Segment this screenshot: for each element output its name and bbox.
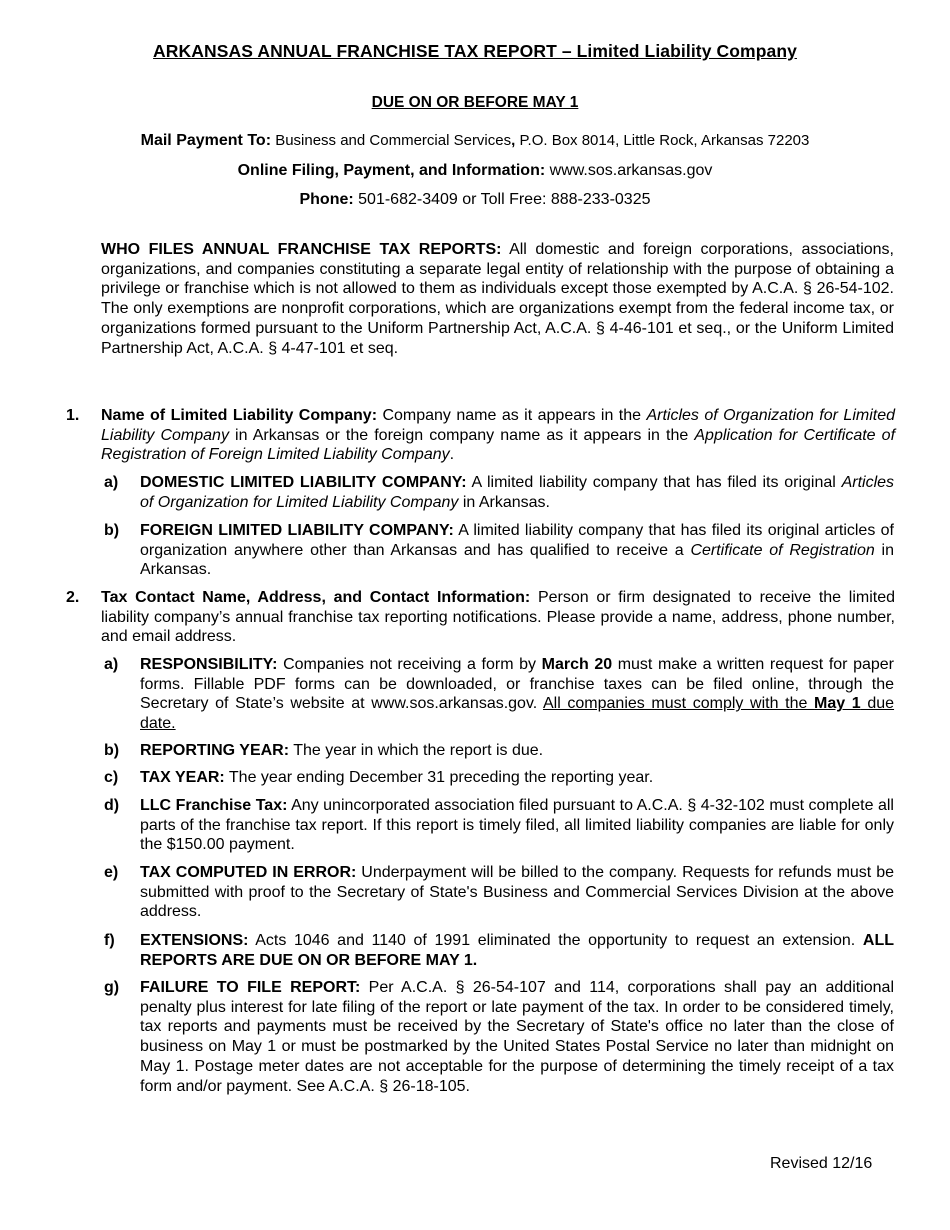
phone-line [0,191,950,209]
item-1a-text-part: in Arkansas. [458,493,550,511]
item-2-text [101,588,895,647]
item-1-text-part: in Arkansas or the foreign company name as it appears in the [228,426,695,444]
item-1b-italic-part: Certificate of Registration [690,541,875,559]
item-1-italic-part: Application for Certificate of Registration of Foreign Limited Liability Company [101,426,896,464]
item-1a-letter: a) [104,474,119,491]
online-filing-label: Online Filing, Payment, and Information: [237,162,546,179]
item-2b-letter: b) [104,742,120,759]
item-2d-label: LLC Franchise Tax: [140,797,288,814]
who-files-text: All domestic and foreign corporations, associations, organizations, and companies constituting a separate legal entity of relationship with the purpose of obtaining a privilege or franchise which is not allowed to them as individuals except those exempted by A.C.A. § 26-54-102. The only exemptions are nonprofit corporations, which are organizations exempt from the federal income tax, or organizations formed pursuant to the Uniform Partnership Act, A.C.A. § 4-46-101 et seq., or the Uniform Limited Partnership Act, A.C.A. § 4-47-101 et seq. [101,241,894,357]
item-2e-text [140,863,894,922]
item-2a-label: RESPONSIBILITY: [140,656,278,673]
item-2a-letter: a) [104,656,119,673]
item-1-text [101,406,895,465]
item-2e-label: TAX COMPUTED IN ERROR: [140,864,357,881]
item-2-text-part: Person or firm designated to receive the limited liability company’s annual franchise tax reporting notifications. Please provide a name, address, phone number, and email address. [101,589,896,646]
item-1-label: Name of Limited Liability Company: [101,407,378,424]
who-files-paragraph [101,240,894,358]
item-1b-text-part: A limited liability company that has filed its original articles of organization anywhere other than Arkansas and has qualified to receive a [140,522,894,559]
item-2a-underlined-part: due date. [140,695,895,733]
item-2-number: 2. [66,589,80,606]
item-2a-underlined-bold-part: May 1 [814,695,861,713]
item-1b-letter: b) [104,522,120,539]
item-2g-letter: g) [104,979,120,996]
item-1b-text [140,521,894,580]
item-2g-text-part: Per A.C.A. § 26-54-107 and 114, corporations shall pay an additional penalty plus interest for late filing of the report or late payment of the tax. In order to be considered timely, tax reports and payments must be received by the Secretary of State's office no later than the close of business on May 1 or must be postmarked by the United States Postal Service no later than midnight on May 1. Postage meter dates are not acceptable for the purpose of determining the timely receipt of a tax form and/or payment. See A.C.A. § 26-18-105. [140,979,894,1095]
item-2a-text [140,655,894,734]
item-2g-label: FAILURE TO FILE REPORT: [140,979,361,996]
document-title: ARKANSAS ANNUAL FRANCHISE TAX REPORT – Limited Liability Company [153,41,797,61]
revision-date: Revised 12/16 [770,1155,873,1172]
item-1b-label: FOREIGN LIMITED LIABILITY COMPANY: [140,522,454,539]
item-1b-text-part: in Arkansas. [140,541,894,579]
mail-payment-comma: , [511,132,516,149]
item-2a-text-part: must make a written request for paper forms. Fillable PDF forms can be downloaded, or franchise taxes can be filed online, through the Secretary of State’s website at www.sos.arkansas.gov. [140,656,895,713]
item-2e-letter: e) [104,864,119,881]
item-2c-letter: c) [104,769,119,786]
due-date-heading: DUE ON OR BEFORE MAY 1 [371,94,579,111]
mail-payment-address-b: P.O. Box 8014, Little Rock, Arkansas 72203 [515,132,810,149]
item-1a-italic-part: Articles of Organization for Limited Liability Company [140,474,895,511]
item-2f-bold-part: ALL REPORTS ARE DUE ON OR BEFORE MAY 1. [140,932,894,969]
item-2c-label: TAX YEAR: [140,769,225,786]
item-2c-text-part: The year ending December 31 preceding the reporting year. [224,769,654,786]
item-2a-text-part: Companies not receiving a form by [277,656,542,673]
item-2f-letter: f) [104,932,115,949]
online-filing-line [0,162,950,180]
item-1a-label: DOMESTIC LIMITED LIABILITY COMPANY: [140,474,467,491]
item-2g-text [140,978,894,1096]
item-2b-text [140,741,894,761]
item-2d-letter: d) [104,797,120,814]
item-2c-text [140,768,894,788]
item-1-number: 1. [66,407,80,424]
item-2d-text [140,796,894,855]
item-2b-text-part: The year in which the report is due. [289,742,544,759]
item-1-italic-part: Articles of Organization for Limited Liability Company [101,407,895,444]
item-1-text-part: . [449,446,455,464]
mail-payment-line [0,132,950,150]
online-filing-url: www.sos.arkansas.gov [545,162,713,179]
mail-payment-label: Mail Payment To: [140,132,272,149]
item-2e-text-part: Underpayment will be billed to the company. Requests for refunds must be submitted with proof to the Secretary of State's Business and Commercial Services Division at the above address. [140,864,894,921]
phone-numbers: 501-682-3409 or Toll Free: 888-233-0325 [353,191,651,208]
item-2b-label: REPORTING YEAR: [140,742,290,759]
item-2a-bold-part: March 20 [541,656,613,673]
item-2f-label: EXTENSIONS: [140,932,249,949]
item-2-label: Tax Contact Name, Address, and Contact Information: [101,589,531,606]
item-2f-text [140,931,894,970]
item-1a-text-part: A limited liability company that has filed its original [466,474,842,491]
item-1-text-part: Company name as it appears in the [377,407,647,424]
item-2f-text-part: Acts 1046 and 1140 of 1991 eliminated the opportunity to request an extension. [248,932,863,949]
item-2a-underlined-part: All companies must comply with the [542,695,815,713]
who-files-label: WHO FILES ANNUAL FRANCHISE TAX REPORTS: [101,241,502,258]
mail-payment-address-a: Business and Commercial Services [275,132,512,149]
item-1a-text [140,473,894,512]
phone-label: Phone: [299,191,354,208]
item-2d-text-part: Any unincorporated association filed pursuant to A.C.A. § 4-32-102 must complete all parts of the franchise tax report. If this report is timely filed, all limited liability companies are liable for only the $150.00 payment. [140,797,894,854]
